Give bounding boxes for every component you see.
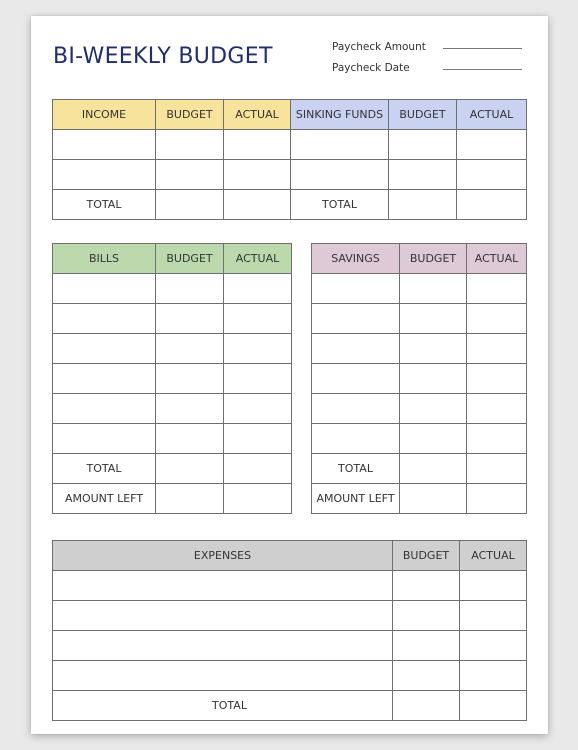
paycheck-date-field[interactable] [443,69,522,70]
total-row [53,190,527,220]
cell[interactable] [156,274,224,304]
cell[interactable] [53,601,393,631]
cell[interactable] [393,571,460,601]
table-row [53,364,292,394]
cell[interactable] [400,274,467,304]
expenses-table [52,540,527,721]
table-row [53,571,527,601]
total-row [53,454,292,484]
cell[interactable] [224,274,292,304]
savings-total-label: TOTAL [312,454,400,484]
cell[interactable] [156,130,224,160]
table-row [53,661,527,691]
cell[interactable] [53,304,156,334]
bills-actual-header: ACTUAL [224,244,292,274]
cell[interactable] [156,304,224,334]
sinking-total-actual[interactable] [457,190,527,220]
table-row [312,334,527,364]
bills-total-budget[interactable] [156,454,224,484]
table-row [53,274,292,304]
sinking-funds-header: SINKING FUNDS [291,100,389,130]
cell[interactable] [467,424,527,454]
cell[interactable] [224,394,292,424]
savings-actual-header: ACTUAL [467,244,527,274]
cell[interactable] [467,304,527,334]
cell[interactable] [224,160,291,190]
sinking-total-label: TOTAL [291,190,389,220]
table-row [53,130,527,160]
table-row [312,394,527,424]
sinking-total-budget[interactable] [389,190,457,220]
cell[interactable] [460,631,527,661]
sinking-budget-header: BUDGET [389,100,457,130]
cell[interactable] [460,601,527,631]
cell[interactable] [457,130,527,160]
cell[interactable] [312,424,400,454]
table-row [53,631,527,661]
table-row [53,601,527,631]
income-actual-header: ACTUAL [224,100,291,130]
cell[interactable] [400,424,467,454]
cell[interactable] [53,394,156,424]
cell[interactable] [156,364,224,394]
expenses-actual-header: ACTUAL [460,541,527,571]
expenses-budget-header: BUDGET [393,541,460,571]
cell[interactable] [457,160,527,190]
cell[interactable] [53,130,156,160]
income-header: INCOME [53,100,156,130]
amount-left-row [312,484,527,514]
cell[interactable] [389,130,457,160]
savings-header: SAVINGS [312,244,400,274]
cell[interactable] [156,424,224,454]
bills-total-label: TOTAL [53,454,156,484]
savings-budget-header: BUDGET [400,244,467,274]
savings-amount-left-actual[interactable] [467,484,527,514]
cell[interactable] [53,631,393,661]
cell[interactable] [467,394,527,424]
total-row [53,691,527,721]
table-row [53,394,292,424]
expenses-total-budget[interactable] [393,691,460,721]
savings-amount-left-budget[interactable] [400,484,467,514]
cell[interactable] [291,130,389,160]
cell[interactable] [312,304,400,334]
bills-budget-header: BUDGET [156,244,224,274]
cell[interactable] [393,661,460,691]
paycheck-amount-label: Paycheck Amount [332,41,426,53]
cell[interactable] [400,304,467,334]
income-total-actual[interactable] [224,190,291,220]
total-row [312,454,527,484]
bills-table [52,243,292,514]
cell[interactable] [400,334,467,364]
cell[interactable] [224,130,291,160]
bills-header: BILLS [53,244,156,274]
cell[interactable] [467,364,527,394]
cell[interactable] [312,334,400,364]
table-row [53,160,527,190]
cell[interactable] [291,160,389,190]
sinking-actual-header: ACTUAL [457,100,527,130]
table-row [53,334,292,364]
savings-total-actual[interactable] [467,454,527,484]
income-total-budget[interactable] [156,190,224,220]
paycheck-amount-field[interactable] [443,48,522,49]
cell[interactable] [224,334,292,364]
income-total-label: TOTAL [53,190,156,220]
cell[interactable] [467,274,527,304]
cell[interactable] [156,394,224,424]
cell[interactable] [53,424,156,454]
cell[interactable] [312,364,400,394]
cell[interactable] [53,571,393,601]
table-row [312,304,527,334]
savings-table [311,243,527,514]
cell[interactable] [156,160,224,190]
cell[interactable] [224,304,292,334]
table-row [312,364,527,394]
cell[interactable] [53,364,156,394]
cell[interactable] [389,160,457,190]
table-row [312,424,527,454]
cell[interactable] [53,661,393,691]
cell[interactable] [393,631,460,661]
expenses-total-label: TOTAL [53,691,393,721]
savings-total-budget[interactable] [400,454,467,484]
income-budget-header: BUDGET [156,100,224,130]
page-title: BI-WEEKLY BUDGET [53,44,273,69]
bills-amount-left-label: AMOUNT LEFT [53,484,156,514]
cell[interactable] [53,160,156,190]
bills-amount-left-actual[interactable] [224,484,292,514]
cell[interactable] [393,601,460,631]
table-row [53,424,292,454]
cell[interactable] [53,334,156,364]
expenses-total-actual[interactable] [460,691,527,721]
cell[interactable] [467,334,527,364]
paycheck-date-label: Paycheck Date [332,62,410,74]
cell[interactable] [156,334,224,364]
income-sinking-table [52,99,527,220]
table-row [53,304,292,334]
cell[interactable] [312,274,400,304]
expenses-header: EXPENSES [53,541,393,571]
cell[interactable] [400,394,467,424]
cell[interactable] [224,424,292,454]
cell[interactable] [460,661,527,691]
cell[interactable] [312,394,400,424]
bills-total-actual[interactable] [224,454,292,484]
savings-amount-left-label: AMOUNT LEFT [312,484,400,514]
cell[interactable] [400,364,467,394]
budget-sheet [31,16,548,734]
cell[interactable] [53,274,156,304]
table-row [312,274,527,304]
cell[interactable] [460,571,527,601]
amount-left-row [53,484,292,514]
bills-amount-left-budget[interactable] [156,484,224,514]
cell[interactable] [224,364,292,394]
